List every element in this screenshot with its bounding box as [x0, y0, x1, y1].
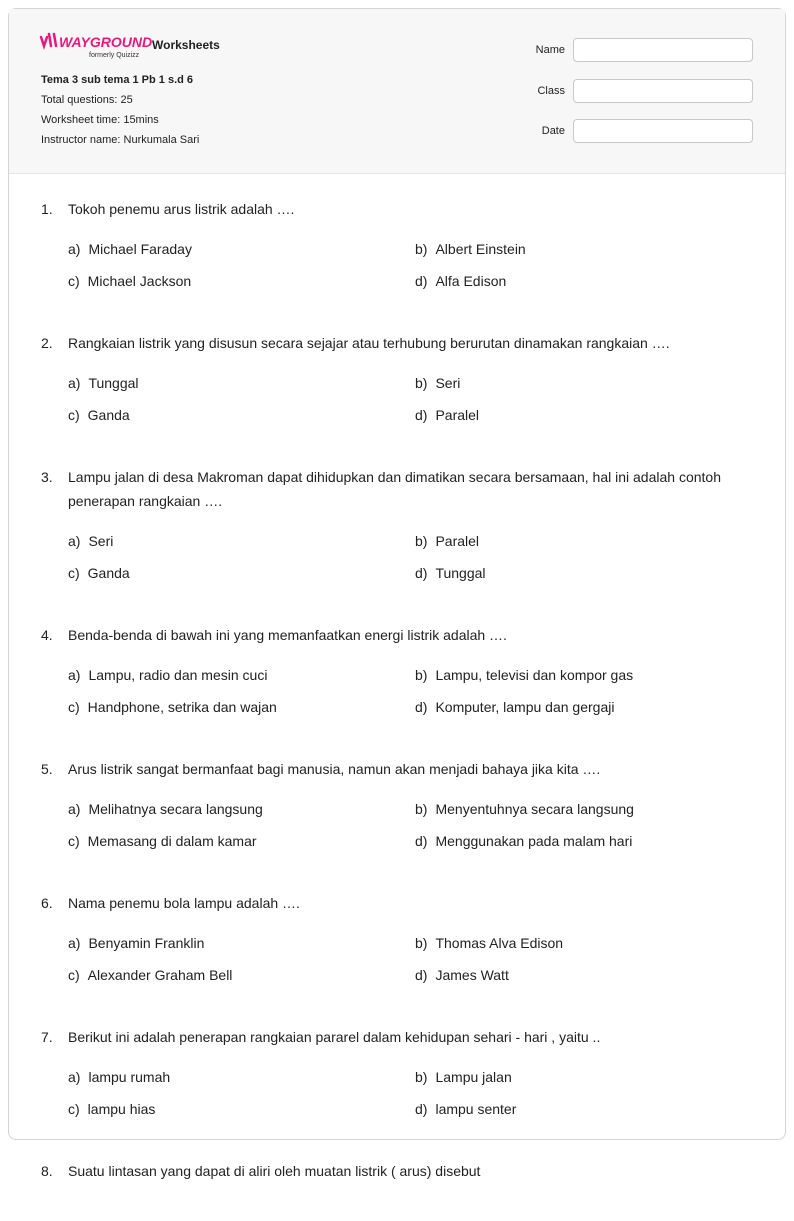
answer-option [68, 797, 415, 821]
option-letter: b) [415, 375, 428, 391]
question-text: Berikut ini adalah penerapan rangkaian pararel dalam kehidupan sehari - hari , yaitu .. [68, 1029, 601, 1045]
option-letter: b) [415, 241, 428, 257]
class-label: Class [537, 84, 565, 97]
answer-option [68, 829, 415, 853]
option-text: Lampu jalan [435, 1069, 512, 1085]
option-letter: c) [68, 407, 80, 423]
question-text: Benda-benda di bawah ini yang memanfaatkan energi listrik adalah …. [68, 627, 507, 643]
question-item [9, 891, 785, 987]
option-letter: a) [68, 935, 81, 951]
question-text: Nama penemu bola lampu adalah …. [68, 895, 300, 911]
option-text: Memasang di dalam kamar [87, 833, 257, 849]
question-text: Lampu jalan di desa Makroman dapat dihidupkan dan dimatikan secara bersamaan, hal ini adalah contoh penerapan rangkaian …. [68, 469, 721, 509]
question-text: Arus listrik sangat bermanfaat bagi manusia, namun akan menjadi bahaya jika kita …. [68, 761, 601, 777]
option-text: James Watt [435, 967, 509, 983]
option-text: Tunggal [88, 375, 139, 391]
worksheet-time: Worksheet time: 15mins [41, 114, 159, 126]
answer-option [68, 561, 415, 585]
answer-options [68, 663, 785, 719]
option-letter: a) [68, 533, 81, 549]
answer-option [68, 269, 415, 293]
option-letter: a) [68, 1069, 81, 1085]
answer-option [68, 529, 415, 553]
question-text: Tokoh penemu arus listrik adalah …. [68, 201, 295, 217]
instructor-name: Instructor name: Nurkumala Sari [41, 134, 200, 146]
answer-options [68, 797, 785, 853]
answer-option [415, 931, 755, 955]
option-text: Michael Faraday [88, 241, 192, 257]
question-number: 2. [41, 335, 53, 351]
question-number: 4. [41, 627, 53, 643]
option-letter: c) [68, 833, 80, 849]
option-text: Benyamin Franklin [88, 935, 205, 951]
answer-options [68, 529, 785, 585]
answer-option [68, 237, 415, 261]
answer-option [415, 403, 755, 427]
answer-option [415, 237, 755, 261]
option-letter: d) [415, 273, 428, 289]
option-letter: a) [68, 375, 81, 391]
answer-option [415, 1065, 755, 1089]
wayground-logo [40, 33, 153, 59]
answer-option [68, 1065, 415, 1089]
answer-option [68, 403, 415, 427]
option-letter: b) [415, 1069, 428, 1085]
option-letter: c) [68, 273, 80, 289]
option-text: Menggunakan pada malam hari [435, 833, 633, 849]
option-letter: c) [68, 565, 80, 581]
question-list [9, 197, 785, 1221]
option-text: Melihatnya secara langsung [88, 801, 263, 817]
option-letter: d) [415, 699, 428, 715]
question-item [9, 1025, 785, 1121]
question-item [9, 197, 785, 293]
total-questions: Total questions: 25 [41, 94, 133, 106]
option-text: Albert Einstein [435, 241, 526, 257]
question-number: 1. [41, 201, 53, 217]
question-number: 7. [41, 1029, 53, 1045]
option-letter: a) [68, 667, 81, 683]
class-row [536, 79, 753, 103]
option-text: Komputer, lampu dan gergaji [435, 699, 615, 715]
worksheet-meta [41, 73, 199, 153]
question-number: 5. [41, 761, 53, 777]
worksheet-page [8, 8, 786, 1179]
option-text: Alfa Edison [435, 273, 507, 289]
option-text: lampu senter [435, 1101, 517, 1117]
answer-option [68, 963, 415, 987]
answer-option [68, 663, 415, 687]
answer-option [415, 1097, 755, 1121]
student-fields [536, 38, 753, 160]
option-text: Tunggal [435, 565, 486, 581]
worksheet-header [9, 9, 785, 174]
answer-option [68, 371, 415, 395]
question-item [9, 623, 785, 719]
option-letter: a) [68, 241, 81, 257]
option-letter: a) [68, 801, 81, 817]
option-letter: c) [68, 1101, 80, 1117]
option-text: Ganda [87, 407, 130, 423]
answer-options [68, 371, 785, 427]
option-letter: d) [415, 833, 428, 849]
answer-option [415, 963, 755, 987]
option-text: lampu hias [87, 1101, 156, 1117]
option-text: lampu rumah [88, 1069, 171, 1085]
option-text: Handphone, setrika dan wajan [87, 699, 277, 715]
question-text: Rangkaian listrik yang disusun secara sejajar atau terhubung berurutan dinamakan rangkaian …. [68, 335, 670, 351]
question-text: Suatu lintasan yang dapat di aliri oleh muatan listrik ( arus) disebut [68, 1163, 481, 1179]
option-letter: d) [415, 565, 428, 581]
option-letter: c) [68, 967, 80, 983]
answer-option [68, 695, 415, 719]
option-letter: d) [415, 967, 428, 983]
name-row [536, 38, 753, 62]
option-text: Paralel [435, 533, 480, 549]
answer-option [415, 829, 755, 853]
name-field[interactable] [573, 38, 753, 62]
answer-option [415, 695, 755, 719]
answer-options [68, 237, 785, 293]
answer-option [415, 663, 755, 687]
option-letter: b) [415, 667, 428, 683]
answer-option [415, 529, 755, 553]
option-text: Seri [435, 375, 461, 391]
answer-options [68, 1065, 785, 1121]
answer-option [68, 1097, 415, 1121]
name-label: Name [535, 44, 565, 56]
question-item [9, 465, 785, 585]
option-text: Michael Jackson [87, 273, 192, 289]
option-text: Lampu, televisi dan kompor gas [435, 667, 634, 683]
option-text: Seri [88, 533, 114, 549]
option-letter: b) [415, 533, 428, 549]
brand-text: WAYGROUND [59, 34, 153, 50]
option-letter: d) [415, 407, 428, 423]
worksheet-title: Tema 3 sub tema 1 Pb 1 s.d 6 [41, 74, 194, 86]
answer-options [68, 931, 785, 987]
answer-option [415, 561, 755, 585]
question-item [9, 757, 785, 853]
option-text: Paralel [435, 407, 480, 423]
option-text: Alexander Graham Bell [87, 967, 233, 983]
answer-option [415, 371, 755, 395]
question-item [9, 331, 785, 427]
date-label: Date [541, 125, 565, 137]
answer-option [415, 797, 755, 821]
option-letter: b) [415, 801, 428, 817]
option-letter: d) [415, 1101, 428, 1117]
date-row [536, 119, 753, 143]
answer-option [68, 931, 415, 955]
brand-subtext: formerly Quizizz [89, 52, 140, 59]
question-number: 6. [41, 895, 53, 911]
class-field[interactable] [573, 79, 753, 103]
answer-option [415, 269, 755, 293]
option-text: Lampu, radio dan mesin cuci [88, 667, 268, 683]
option-letter: c) [68, 699, 80, 715]
question-number: 8. [41, 1163, 53, 1179]
question-item [9, 1159, 785, 1183]
section-label: Worksheets [152, 38, 220, 52]
question-number: 3. [41, 469, 53, 485]
date-field[interactable] [573, 119, 753, 143]
option-text: Ganda [87, 565, 130, 581]
option-text: Thomas Alva Edison [435, 935, 564, 951]
option-letter: b) [415, 935, 428, 951]
option-text: Menyentuhnya secara langsung [435, 801, 634, 817]
